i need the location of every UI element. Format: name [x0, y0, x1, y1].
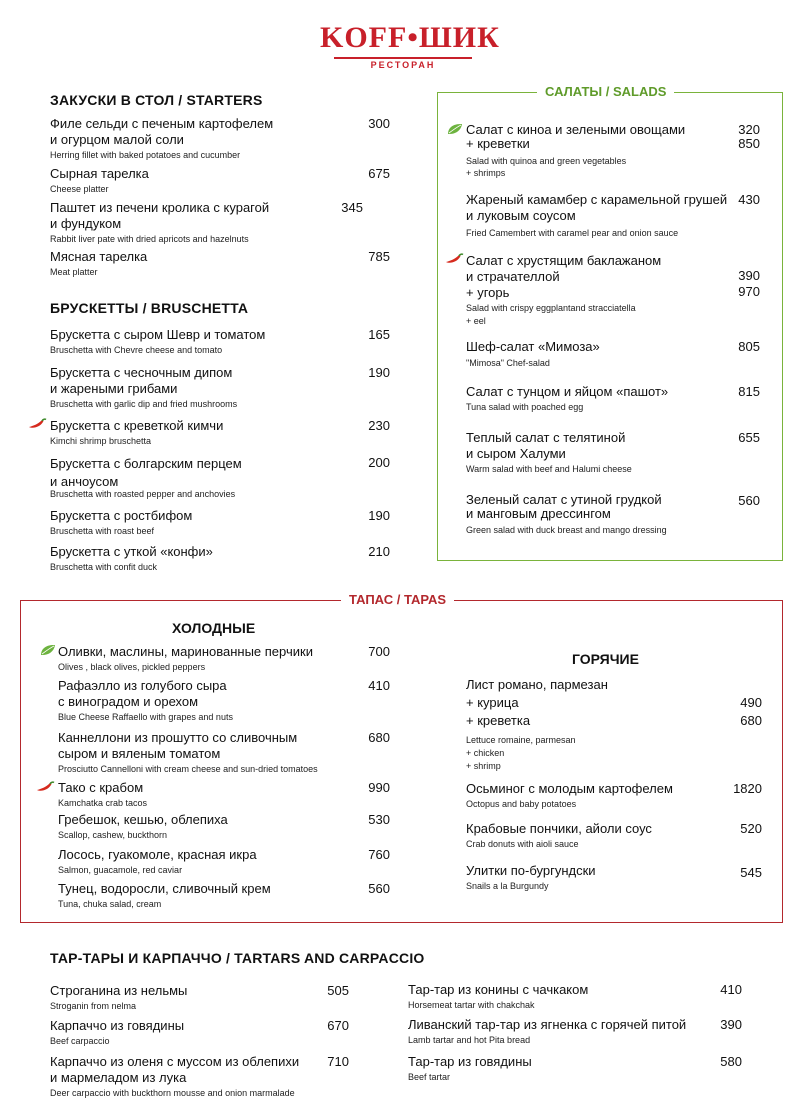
leaf-icon: [40, 644, 56, 656]
item-price: 200: [368, 455, 390, 470]
item-name-en: Bruschetta with roasted pepper and anchovies: [50, 489, 236, 499]
item-name-en: Lettuce romaine, parmesan + chicken + shrimp: [466, 735, 576, 771]
item-price: 785: [368, 249, 390, 264]
tapas-cold-item: [58, 881, 358, 910]
item-name-en: Fried Camembert with caramel pear and onion sauce: [466, 228, 679, 238]
chili-pepper-icon: [27, 418, 47, 430]
tapas-hot-item: [466, 676, 726, 773]
bruschetta-item: [50, 365, 370, 410]
item-price: 390 970: [738, 268, 760, 299]
item-name-en: Cheese platter: [50, 184, 109, 194]
item-name-en: Stroganin from nelma: [50, 1001, 137, 1011]
item-price: 655: [738, 430, 760, 445]
starters-title: ЗАКУСКИ В СТОЛ / STARTERS: [50, 92, 263, 108]
item-name: Оливки, маслины, маринованные перчики: [58, 644, 313, 659]
logo-underline: [334, 57, 472, 59]
bruschetta-item: [50, 418, 370, 447]
salads-item: [466, 123, 736, 179]
item-name-en: Meat platter: [50, 267, 98, 277]
item-name: Паштет из печени кролика с курагой и фундуком: [50, 200, 270, 231]
item-name: Салат с хрустящим баклажаном и страчателлой + угорь: [466, 253, 662, 300]
tapas-cold-item: [58, 847, 358, 876]
tapas-hot-item: [466, 781, 726, 810]
item-name: Брускетта с сыром Шевр и томатом: [50, 327, 266, 342]
item-price: 530: [368, 812, 390, 827]
item-name: Брускетта с ростбифом: [50, 508, 193, 523]
item-name: Тако с крабом: [58, 780, 144, 795]
item-name-en: Kamchatka crab tacos: [58, 798, 148, 808]
item-name: Шеф-салат «Мимоза»: [466, 339, 600, 354]
item-name: Тар-тар из конины с чачкаком: [408, 982, 589, 997]
item-name: Рафаэлло из голубого сыра с виноградом и орехом: [58, 678, 227, 709]
item-name: Лосось, гуакомоле, красная икра: [58, 847, 257, 862]
item-price: 430: [738, 192, 760, 207]
item-name: Брускетта с уткой «конфи»: [50, 544, 213, 559]
item-name-en: Scallop, cashew, buckthorn: [58, 830, 168, 840]
item-name-en: Tuna, chuka salad, cream: [58, 899, 162, 909]
bruschetta-item: [50, 544, 370, 573]
item-name: Брускетта с болгарским перцем и анчоусом: [50, 456, 242, 489]
leaf-icon: [447, 123, 463, 135]
item-price: 675: [368, 166, 390, 181]
item-name-en: Crab donuts with aioli sauce: [466, 839, 579, 849]
item-name-en: Salmon, guacamole, red caviar: [58, 865, 183, 875]
item-name: Салат с киноа и зелеными овощами + креветки: [466, 122, 686, 151]
chili-pepper-icon: [35, 781, 55, 793]
item-name: Гребешок, кешью, облепиха: [58, 812, 228, 827]
item-name-en: Bruschetta with confit duck: [50, 562, 158, 572]
tapas-cold-item: [58, 730, 358, 775]
item-price: 560: [368, 881, 390, 896]
item-name-en: Tuna salad with poached egg: [466, 402, 584, 412]
item-name-en: Blue Cheese Raffaello with grapes and nuts: [58, 712, 233, 722]
item-name-en: Snails a la Burgundy: [466, 881, 549, 891]
bruschetta-item: [50, 327, 370, 356]
item-name-en: Bruschetta with roast beef: [50, 526, 155, 536]
item-price: 300: [368, 116, 390, 131]
item-name: Брускетта с чесночным дипом и жареными грибами: [50, 365, 233, 396]
tapas-hot-item: [466, 821, 726, 850]
tapas-cold-item: [58, 812, 358, 841]
item-name-en: Rabbit liver pate with dried apricots and hazelnuts: [50, 234, 249, 244]
tartars-item: [408, 1017, 708, 1046]
item-name-en: Salad with quinoa and green vegetables + shrimps: [466, 156, 627, 178]
restaurant-logo: [320, 21, 500, 70]
item-price: 410: [720, 982, 742, 997]
item-name-en: Beef carpaccio: [50, 1036, 110, 1046]
item-name-en: Salad with crispy eggplantand stracciatella + eel: [466, 303, 636, 326]
item-price: 190: [368, 508, 390, 523]
bruschetta-item: [50, 508, 370, 537]
starters-item: [50, 166, 370, 195]
item-price: 230: [368, 418, 390, 433]
tapas-cold-item: [58, 678, 358, 723]
item-price: 210: [368, 544, 390, 559]
item-name-en: Kimchi shrimp bruschetta: [50, 436, 152, 446]
logo-subtitle: РЕСТОРАН: [370, 60, 436, 70]
item-name-en: Bruschetta with garlic dip and fried mushrooms: [50, 399, 238, 409]
item-name: Карпаччо из оленя с муссом из облепихи и мармеладом из лука: [50, 1054, 300, 1085]
item-name: Строганина из нельмы: [50, 983, 188, 998]
tapas-cold-item: [58, 780, 358, 809]
starters-item: [50, 249, 370, 278]
item-name: Тунец, водоросли, сливочный крем: [58, 881, 271, 896]
item-name: Зеленый салат с утиной грудкой и манговым дрессингом: [466, 492, 662, 521]
item-price: 320 850: [738, 122, 760, 151]
item-name-en: Herring fillet with baked potatoes and cucumber: [50, 150, 241, 160]
logo-title: KOFF•ШИК: [320, 21, 500, 54]
item-price: 1820: [733, 781, 762, 796]
tapas-cold-item: [58, 644, 358, 673]
item-name: Каннеллони из прошутто со сливочным сыром и вяленым томатом: [58, 730, 298, 761]
salads-title: САЛАТЫ / SALADS: [537, 84, 674, 99]
item-price: 670: [327, 1018, 349, 1033]
bruschetta-title: БРУСКЕТТЫ / BRUSCHETTA: [50, 300, 249, 316]
item-name-en: Deer carpaccio with buckthorn mousse and onion marmalade: [50, 1088, 295, 1098]
item-name-en: Bruschetta with Chevre cheese and tomato: [50, 345, 223, 355]
item-name-en: Octopus and baby potatoes: [466, 799, 577, 809]
tapas-title: ТАПАС / TAPAS: [341, 592, 454, 607]
item-name: Жареный камамбер с карамельной грушей и луковым соусом: [466, 192, 728, 223]
bruschetta-item: [50, 455, 370, 500]
item-name: Теплый салат с телятиной и сыром Халуми: [466, 430, 626, 461]
tapas-hot-item: [466, 863, 726, 892]
tapas-hot-title: ГОРЯЧИЕ: [572, 651, 639, 667]
tartars-item: [408, 1054, 708, 1083]
salads-item: [466, 253, 736, 328]
item-price: 390: [720, 1017, 742, 1032]
item-name-en: Horsemeat tartar with chakchak: [408, 1000, 535, 1010]
item-name: Филе сельди с печеным картофелем и огурцом малой соли: [50, 116, 274, 147]
item-name-en: Olives , black olives, pickled peppers: [58, 662, 206, 672]
item-name: Мясная тарелка: [50, 249, 148, 264]
item-name: Карпаччо из говядины: [50, 1018, 185, 1033]
item-name-en: Lamb tartar and hot Pita bread: [408, 1035, 531, 1045]
item-name: Ливанский тар-тар из ягненка с горячей питой: [408, 1017, 687, 1032]
item-price: 165: [368, 327, 390, 342]
item-name: Брускетта с креветкой кимчи: [50, 418, 224, 433]
item-price: 520: [740, 821, 762, 836]
item-price: 190: [368, 365, 390, 380]
item-price: 505: [327, 983, 349, 998]
item-price: 815: [738, 384, 760, 399]
item-price: 580: [720, 1054, 742, 1069]
salads-item: [466, 384, 736, 413]
chili-pepper-icon: [444, 253, 464, 265]
item-name: Осьминог с молодым картофелем: [466, 781, 673, 796]
tartars-title: ТАР-ТАРЫ И КАРПАЧЧО / TARTARS AND CARPACCIO: [50, 950, 425, 966]
item-price: 990: [368, 780, 390, 795]
item-name: Лист романо, пармезан + курица + креветка: [466, 677, 608, 728]
item-name-en: Prosciutto Cannelloni with cream cheese and sun-dried tomatoes: [58, 764, 318, 774]
item-name-en: "Mimosa" Chef-salad: [466, 358, 550, 368]
tapas-cold-title: ХОЛОДНЫЕ: [172, 620, 256, 636]
item-price: 560: [738, 493, 760, 508]
item-price: 805: [738, 339, 760, 354]
item-name-en: Beef tartar: [408, 1072, 451, 1082]
item-price: 490 680: [740, 695, 762, 728]
item-name-en: Warm salad with beef and Halumi cheese: [466, 464, 632, 474]
item-price: 410: [368, 678, 390, 693]
starters-item: [50, 116, 370, 161]
item-name-en: Green salad with duck breast and mango dressing: [466, 525, 667, 535]
item-price: 545: [740, 865, 762, 880]
item-price: 760: [368, 847, 390, 862]
item-price: 680: [368, 730, 390, 745]
tartars-item: [408, 982, 708, 1011]
item-price: 710: [327, 1054, 349, 1069]
item-price: 345: [341, 200, 363, 215]
salads-item: [466, 339, 736, 369]
item-name: Сырная тарелка: [50, 166, 149, 181]
item-name: Улитки по-бургундски: [466, 863, 596, 878]
item-name: Тар-тар из говядины: [408, 1054, 532, 1069]
item-price: 700: [368, 644, 390, 659]
item-name: Крабовые пончики, айоли соус: [466, 821, 652, 836]
salads-item: [466, 430, 736, 475]
item-name: Салат с тунцом и яйцом «пашот»: [466, 384, 669, 399]
